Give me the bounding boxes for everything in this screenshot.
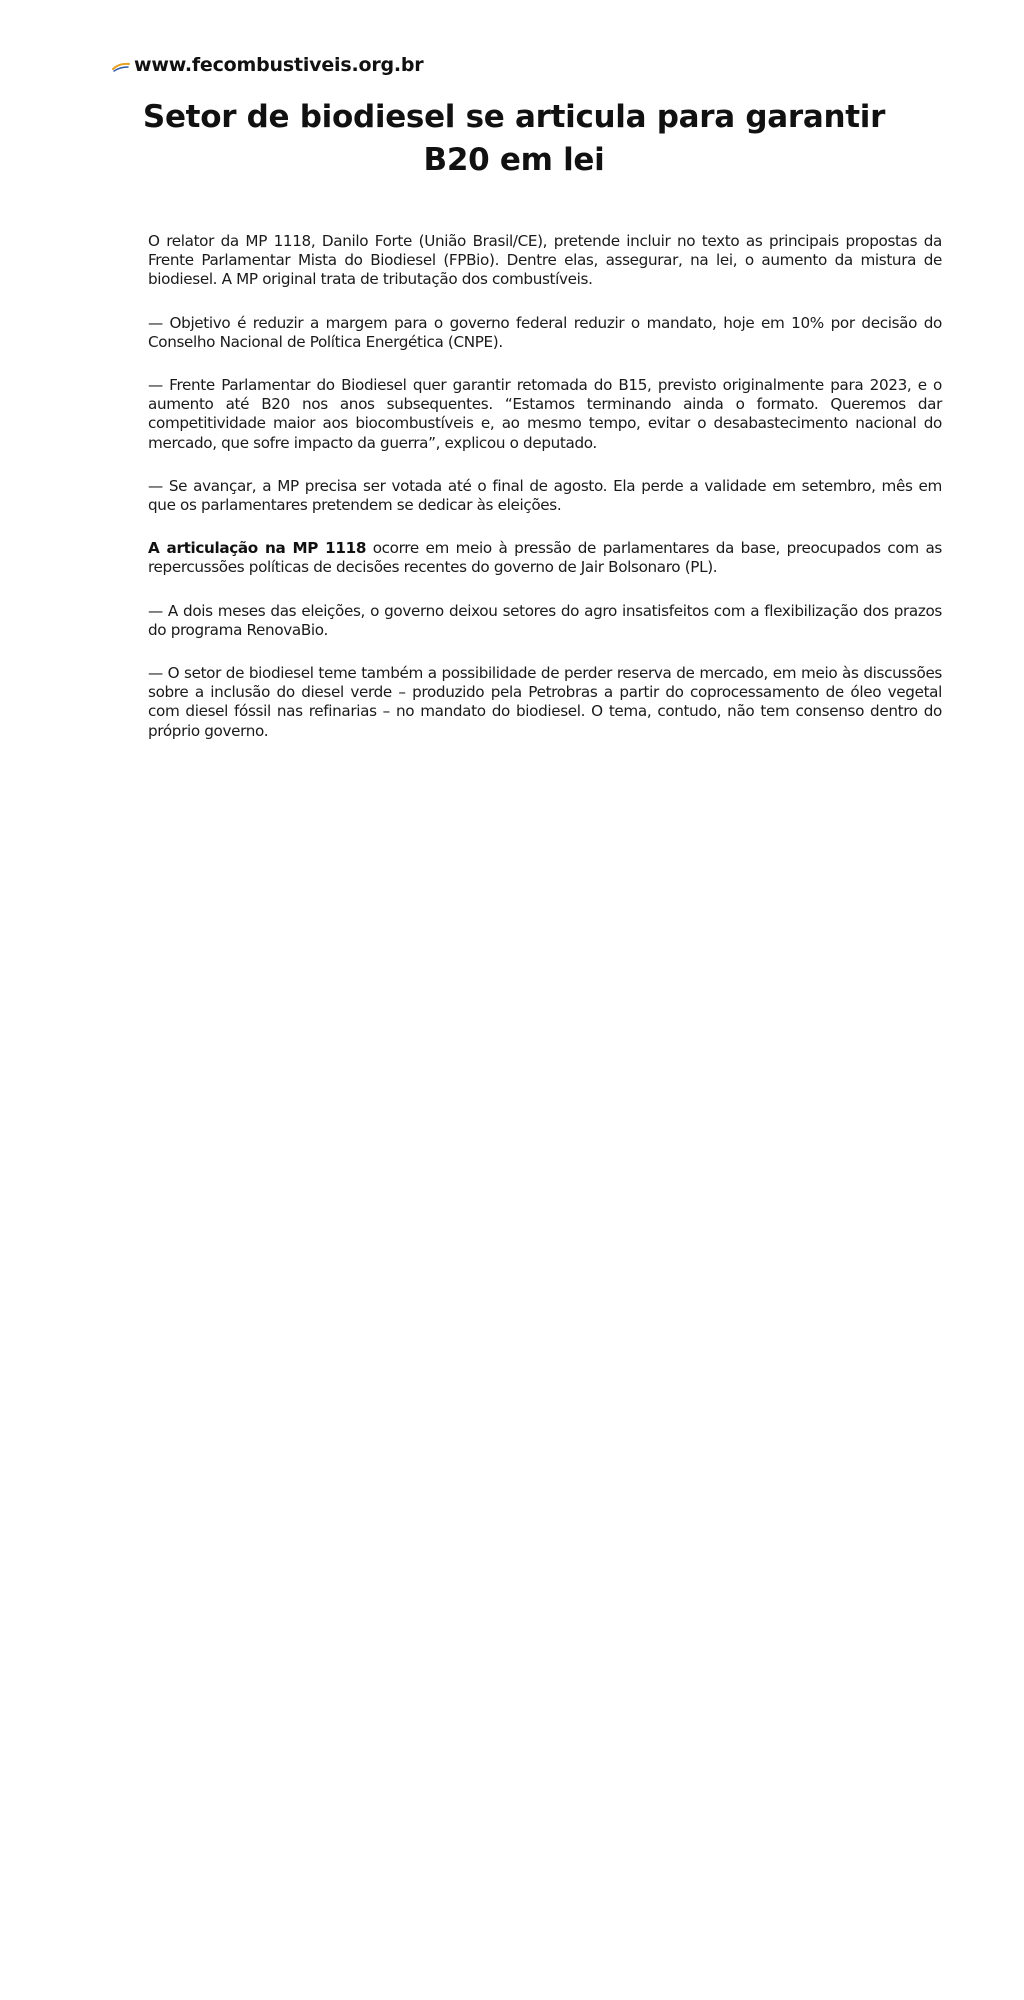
site-url[interactable]: www.fecombustiveis.org.br — [134, 54, 424, 76]
article-paragraph: — Frente Parlamentar do Biodiesel quer garantir retomada do B15, previsto originalmente para 2023, e o aumento até B20 nos anos subsequentes. “Estamos terminando ainda o formato. Queremos dar competitividade maior aos biocombustíveis e, ao mesmo tempo, evitar o desabastecimento nacional do mercado, que sofre impacto da guerra”, explicou o deputado. — [148, 376, 942, 452]
article-paragraph: O relator da MP 1118, Danilo Forte (União Brasil/CE), pretende incluir no texto as principais propostas da Frente Parlamentar Mista do Biodiesel (FPBio). Dentre elas, assegurar, na lei, o aumento da mistura de biodiesel. A MP original trata de tributação dos combustíveis. — [148, 232, 942, 289]
article-paragraph-highlight — [148, 539, 942, 577]
article-body — [148, 232, 942, 765]
article-paragraph: — O setor de biodiesel teme também a possibilidade de perder reserva de mercado, em meio às discussões sobre a inclusão do diesel verde – produzido pela Petrobras a partir do coprocessamento de óleo vegetal com diesel fóssil nas refinarias – no mandato do biodiesel. O tema, contudo, não tem consenso dentro do próprio governo. — [148, 664, 942, 740]
paragraph-rest: ocorre em meio à pressão de parlamentares da base, preocupados com as repercussões políticas de decisões recentes do governo de Jair Bolsonaro (PL). — [148, 539, 942, 577]
paragraph-bold-lead: A articulação na MP 1118 — [148, 539, 367, 558]
article-title: Setor de biodiesel se articula para garantir B20 em lei — [142, 99, 886, 178]
article-paragraph: — Se avançar, a MP precisa ser votada até o final de agosto. Ela perde a validade em setembro, mês em que os parlamentares pretendem se dedicar às eleições. — [148, 476, 942, 515]
article-paragraph: — A dois meses das eleições, o governo deixou setores do agro insatisfeitos com a flexibilização dos prazos do programa RenovaBio. — [148, 601, 942, 639]
swoosh-logo-icon — [112, 57, 130, 67]
site-header — [112, 52, 423, 78]
article-paragraph: — Objetivo é reduzir a margem para o governo federal reduzir o mandato, hoje em 10% por decisão do Conselho Nacional de Política Energética (CNPE). — [148, 313, 942, 351]
